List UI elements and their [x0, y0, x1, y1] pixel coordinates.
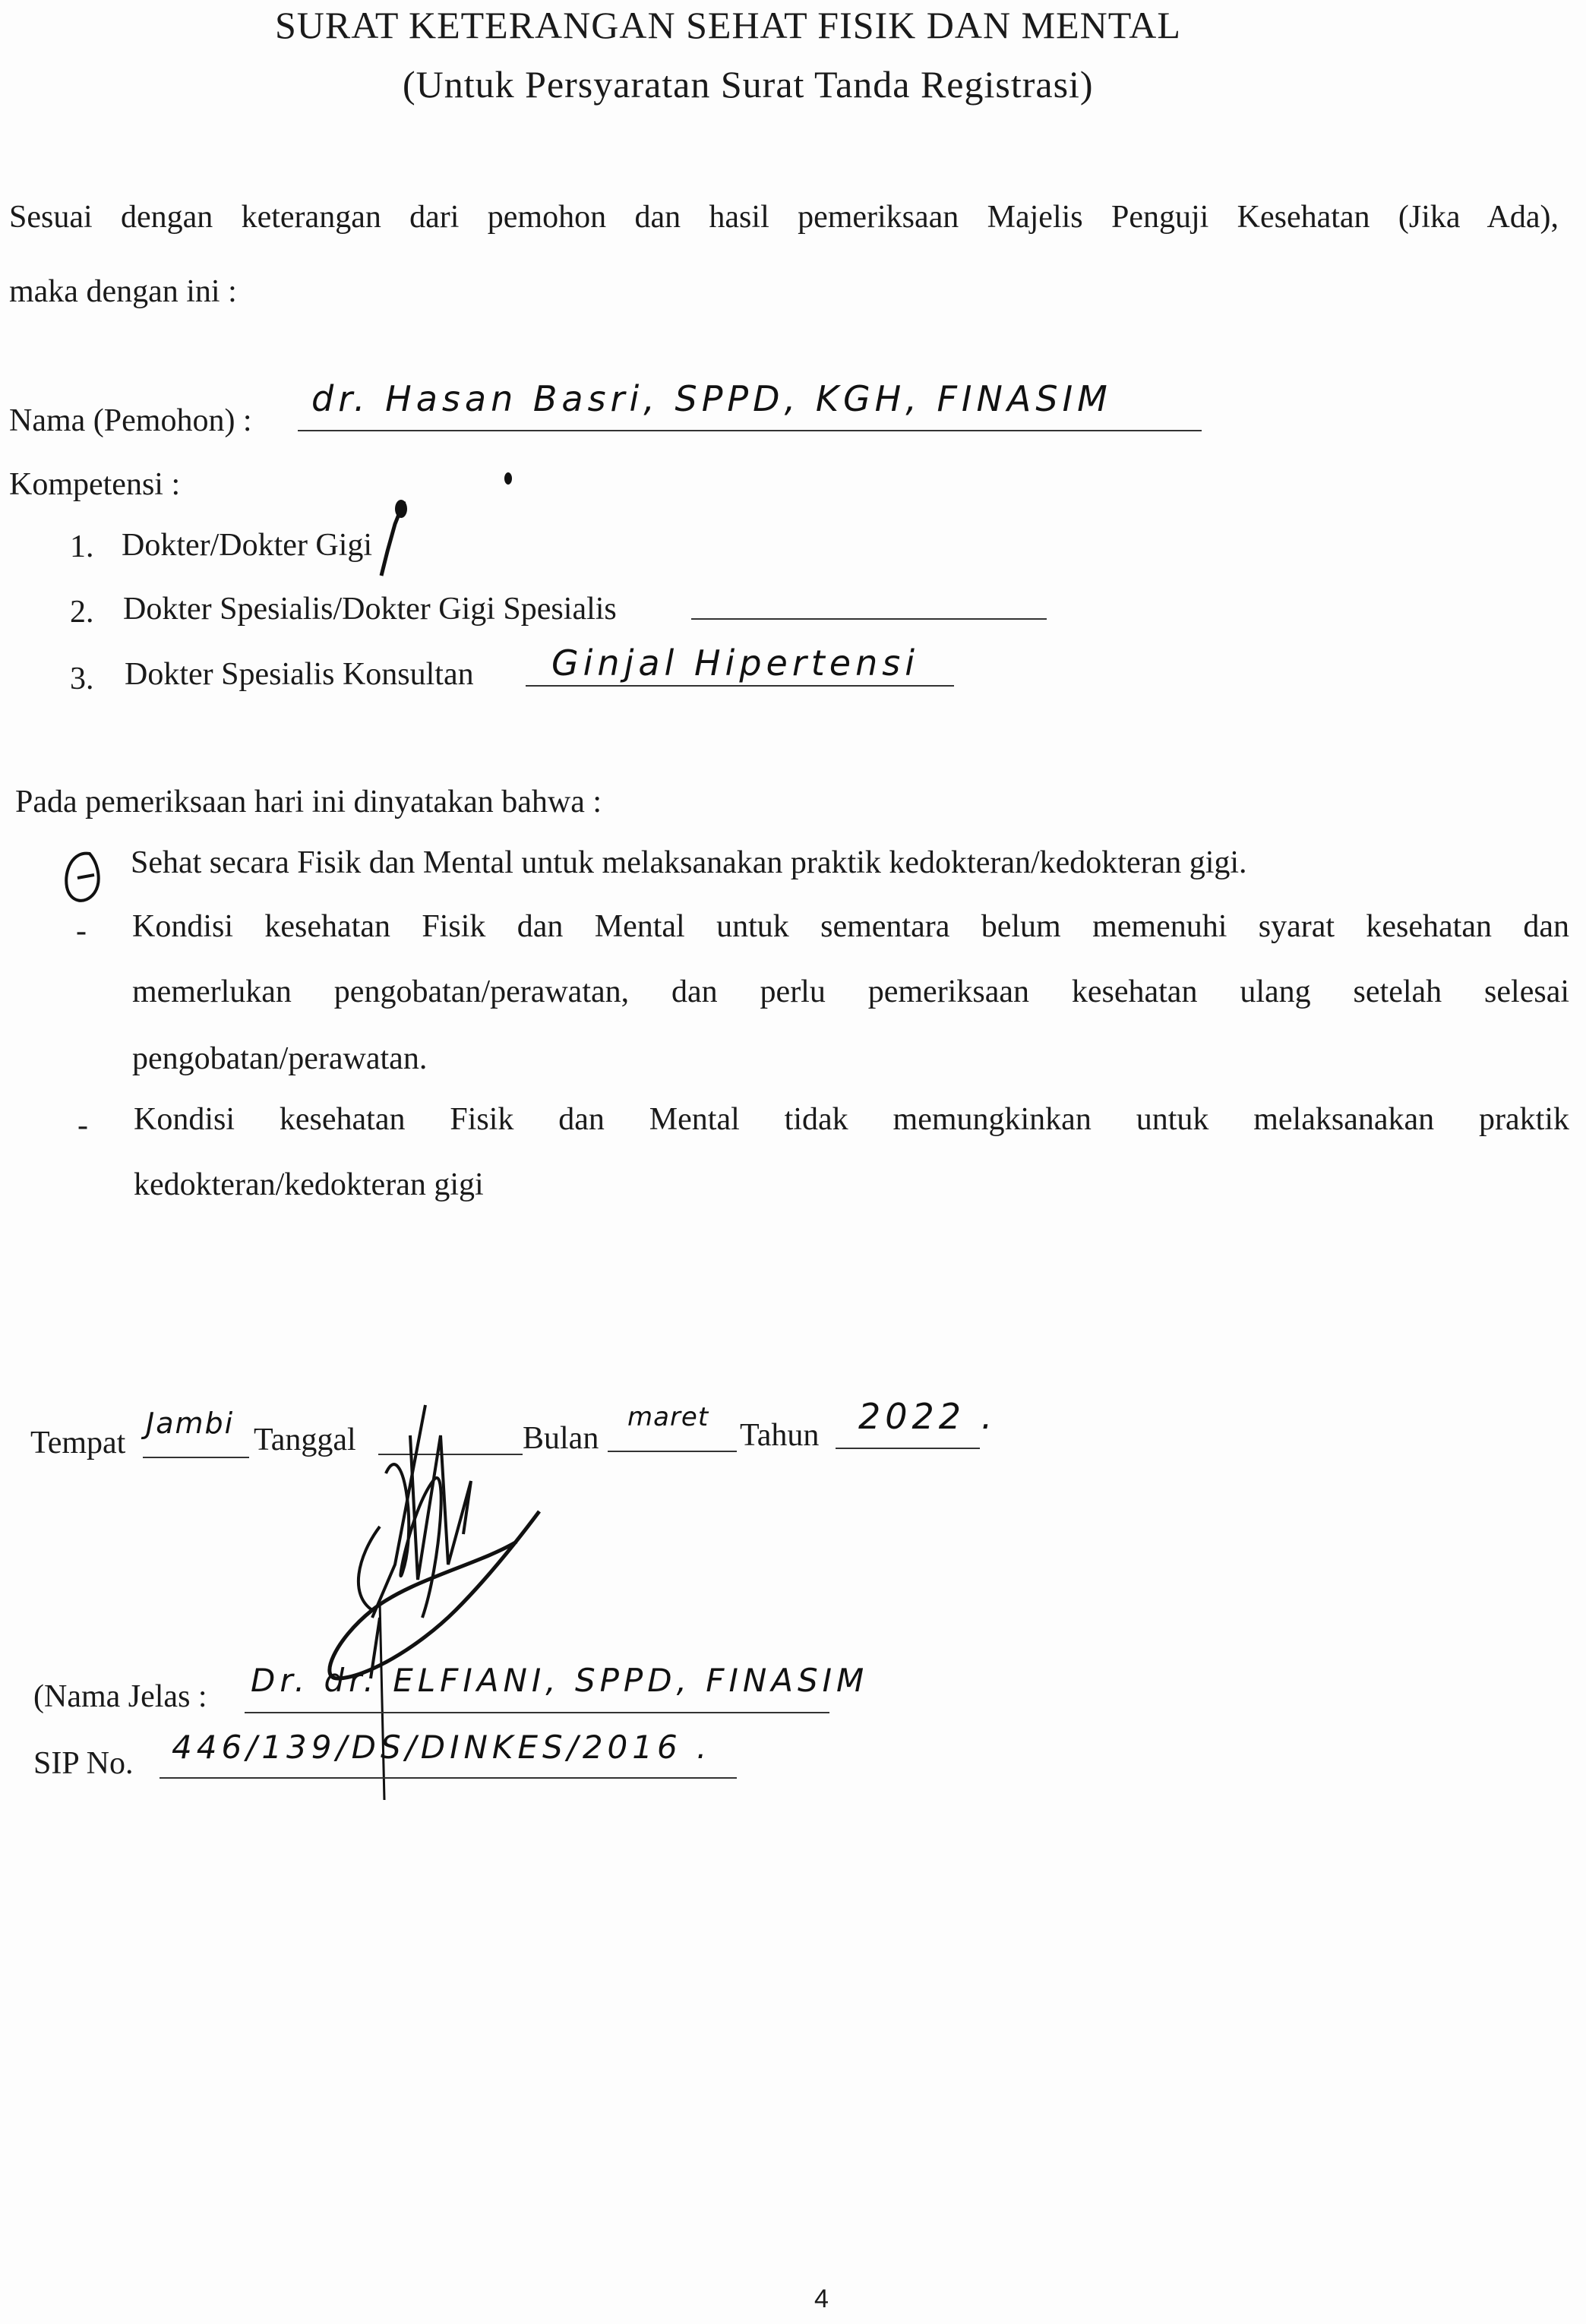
sip-underline: [160, 1777, 737, 1779]
signatory-name-label: (Nama Jelas :: [33, 1679, 207, 1714]
competence-item-3-text: Dokter Spesialis Konsultan: [125, 657, 474, 692]
statement-3-line-1: Kondisi kesehatan Fisik dan Mental tidak memungkinkan untuk melaksanakan praktik: [134, 1102, 1569, 1137]
place-label: Tempat: [30, 1426, 126, 1460]
ink-dot: [501, 471, 517, 489]
statement-2-line-3: pengobatan/perawatan.: [132, 1041, 428, 1076]
statement-2-dash: -: [76, 914, 87, 949]
applicant-name-label: Nama (Pemohon) :: [9, 403, 252, 438]
competence-item-2-number: 2.: [70, 595, 94, 630]
applicant-name-value: dr. Hasan Basri, SPPD, KGH, FINASIM: [311, 378, 1112, 419]
competence-item-1-text: Dokter/Dokter Gigi: [122, 528, 373, 563]
document-title: SURAT KETERANGAN SEHAT FISIK DAN MENTAL: [275, 4, 1181, 46]
signatory-name-underline: [245, 1712, 829, 1713]
intro-line-2: maka dengan ini :: [9, 274, 237, 309]
competence-item-3-value: Ginjal Hipertensi: [551, 643, 919, 684]
month-underline: [608, 1451, 737, 1452]
statement-3-line-2: kedokteran/kedokteran gigi: [134, 1167, 484, 1202]
competence-item-3-number: 3.: [70, 662, 94, 696]
intro-line-1: Sesuai dengan keterangan dari pemohon dan hasil pemeriksaan Majelis Penguji Kesehatan (Jika Ada),: [9, 200, 1559, 235]
competence-label: Kompetensi :: [9, 467, 181, 502]
year-label: Tahun: [740, 1418, 820, 1453]
competence-item-1-number: 1.: [70, 529, 94, 564]
examination-intro: Pada pemeriksaan hari ini dinyatakan bahwa :: [15, 785, 602, 819]
pen-tick-mark: [334, 486, 425, 585]
place-value: Jambi: [146, 1407, 235, 1440]
page-number: 4: [814, 2285, 829, 2313]
year-value: 2022 .: [858, 1396, 997, 1437]
statement-1: Sehat secara Fisik dan Mental untuk melaksanakan praktik kedokteran/kedokteran gigi.: [131, 845, 1247, 880]
statement-2-line-1: Kondisi kesehatan Fisik dan Mental untuk sementara belum memenuhi syarat kesehatan dan: [132, 909, 1569, 944]
statement-2-line-2: memerlukan pengobatan/perawatan, dan perlu pemeriksaan kesehatan ulang setelah selesai: [132, 974, 1569, 1009]
applicant-name-underline: [298, 430, 1202, 431]
month-label: Bulan: [523, 1421, 599, 1456]
sip-value: 446/139/DS/DINKES/2016 .: [172, 1729, 712, 1766]
competence-item-2-text: Dokter Spesialis/Dokter Gigi Spesialis: [123, 592, 617, 627]
year-underline: [836, 1448, 980, 1449]
competence-item-2-underline: [691, 618, 1047, 620]
circled-selection-mark: [59, 848, 112, 908]
signatory-name-value: Dr. dr. ELFIANI, SPPD, FINASIM: [251, 1662, 869, 1699]
sip-label: SIP No.: [33, 1746, 134, 1781]
statement-3-dash: -: [77, 1108, 88, 1143]
place-underline: [143, 1457, 249, 1458]
document-subtitle: (Untuk Persyaratan Surat Tanda Registrasi): [403, 63, 1094, 106]
date-label: Tanggal: [254, 1423, 356, 1457]
competence-item-3-underline: [526, 685, 954, 687]
month-value: maret: [627, 1402, 709, 1432]
